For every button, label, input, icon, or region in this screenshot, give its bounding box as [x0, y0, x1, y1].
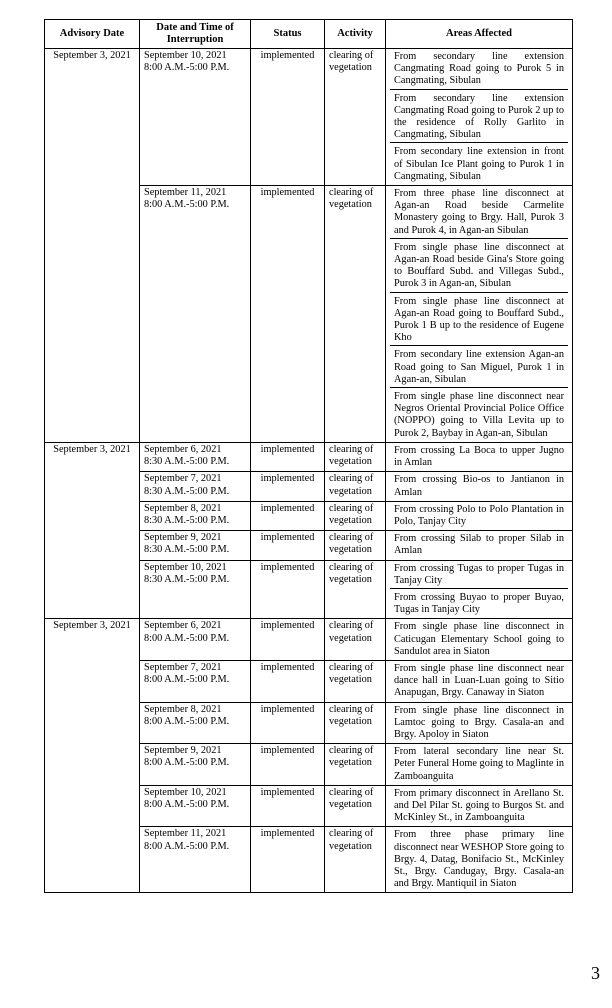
advisory-date-cell: September 3, 2021 — [45, 442, 140, 618]
status-cell: implemented — [251, 785, 325, 827]
areas-affected-cell — [386, 619, 573, 661]
table-row — [45, 49, 573, 186]
activity-cell: clearing of vegetation — [325, 785, 386, 827]
areas-affected-cell — [386, 660, 573, 702]
interruption-time: 8:30 A.M.-5:00 P.M. — [144, 485, 230, 497]
date-time-cell — [140, 472, 251, 501]
date-time-cell — [140, 660, 251, 702]
status-cell: implemented — [251, 744, 325, 786]
header-activity: Activity — [325, 20, 386, 49]
area-item: From secondary line extension Cangmating Road going to Purok 2 up to the residence of Rolly Garlito in Cangmating, Sibulan — [390, 89, 568, 143]
activity-cell: clearing of vegetation — [325, 531, 386, 560]
advisory-date-cell: September 3, 2021 — [45, 619, 140, 893]
areas-affected-cell — [386, 702, 573, 744]
area-item: From single phase line disconnect in Lamtoc going to Brgy. Casala-an and Brgy. Apoloy in Siaton — [394, 704, 564, 740]
interruption-date: September 6, 2021 — [144, 620, 222, 632]
activity-cell: clearing of vegetation — [325, 49, 386, 186]
date-time-cell — [140, 827, 251, 893]
area-item: From primary disconnect in Arellano St. and Del Pilar St. going to Burgos St. and McKinley St., in Zamboanguita — [394, 787, 564, 824]
header-advisory-date: Advisory Date — [45, 20, 140, 49]
date-time-cell — [140, 501, 251, 530]
area-item: From secondary line extension Cangmating Road going to Purok 5 in Cangmating, Sibulan — [394, 51, 564, 87]
activity-cell: clearing of vegetation — [325, 501, 386, 530]
date-time-cell — [140, 744, 251, 786]
interruption-date: September 10, 2021 — [144, 561, 227, 573]
interruption-date: September 6, 2021 — [144, 443, 222, 455]
areas-affected-cell — [386, 442, 573, 471]
activity-cell: clearing of vegetation — [325, 186, 386, 443]
interruption-time: 8:00 A.M.-5:00 P.M. — [144, 62, 230, 74]
status-cell: implemented — [251, 531, 325, 560]
date-time-cell — [140, 442, 251, 471]
area-item: From crossing Polo to Polo Plantation in Polo, Tanjay City — [394, 503, 564, 527]
interruption-time: 8:00 A.M.-5:00 P.M. — [144, 715, 230, 727]
date-time-cell — [140, 560, 251, 619]
interruption-date: September 9, 2021 — [144, 532, 222, 544]
interruption-date: September 7, 2021 — [144, 661, 222, 673]
date-time-cell — [140, 531, 251, 560]
interruption-time: 8:00 A.M.-5:00 P.M. — [144, 757, 230, 769]
area-item: From single phase line disconnect near Negros Oriental Provincial Police Office (NOPPO) going to Villa Levita up to Purok 2, Baybay in Agan-an, Sibulan — [390, 387, 568, 441]
activity-cell: clearing of vegetation — [325, 472, 386, 501]
interruption-date: September 7, 2021 — [144, 473, 222, 485]
activity-cell: clearing of vegetation — [325, 660, 386, 702]
area-item: From secondary line extension in front of Sibulan Ice Plant going to Purok 1 in Cangmating, Sibulan — [390, 142, 568, 184]
interruption-time: 8:30 A.M.-5:00 P.M. — [144, 456, 230, 468]
areas-affected-cell — [386, 560, 573, 619]
interruption-time: 8:00 A.M.-5:00 P.M. — [144, 674, 230, 686]
date-time-cell — [140, 186, 251, 443]
area-item: From crossing La Boca to upper Jugno in Amlan — [394, 444, 564, 469]
activity-cell: clearing of vegetation — [325, 619, 386, 661]
areas-affected-cell — [386, 531, 573, 560]
page-number: 3 — [591, 963, 600, 983]
header-date-time: Date and Time of Interruption — [140, 20, 251, 49]
interruption-time: 8:00 A.M.-5:00 P.M. — [144, 840, 230, 852]
date-time-cell — [140, 785, 251, 827]
date-time-cell — [140, 619, 251, 661]
area-item: From crossing Tugas to proper Tugas in Tanjay City — [394, 562, 564, 586]
status-cell: implemented — [251, 472, 325, 501]
area-item: From single phase line disconnect at Agan-an Road beside Gina's Store going to Bouffard Subd. and Villegas Subd., Purok 3 in Agan-an, Sibulan — [390, 238, 568, 292]
interruption-time: 8:00 A.M.-5:00 P.M. — [144, 632, 230, 644]
areas-affected-cell — [386, 472, 573, 501]
activity-cell: clearing of vegetation — [325, 827, 386, 893]
advisory-table — [44, 19, 573, 893]
interruption-date: September 8, 2021 — [144, 703, 222, 715]
header-areas-affected: Areas Affected — [386, 20, 573, 49]
status-cell: implemented — [251, 560, 325, 619]
advisory-date-cell: September 3, 2021 — [45, 49, 140, 443]
areas-affected-cell — [386, 785, 573, 827]
date-time-cell — [140, 702, 251, 744]
status-cell: implemented — [251, 702, 325, 744]
area-item: From single phase line disconnect in Caticugan Elementary School going to Sandulot area in Siaton — [394, 621, 564, 657]
areas-affected-cell — [386, 49, 573, 186]
table-row — [45, 442, 573, 471]
interruption-date: September 10, 2021 — [144, 50, 227, 61]
areas-affected-cell — [386, 501, 573, 530]
interruption-time: 8:00 A.M.-5:00 P.M. — [144, 798, 230, 810]
interruption-date: September 8, 2021 — [144, 502, 222, 514]
area-item: From single phase line disconnect at Agan-an Road going to Bouffard Subd., Purok 1 B up to the residence of Eugene Kho — [390, 292, 568, 346]
area-item: From crossing Silab to proper Silab in Amlan — [394, 533, 564, 557]
area-item: From lateral secondary line near St. Peter Funeral Home going to Maglinte in Zamboanguita — [394, 746, 564, 782]
area-item: From three phase line disconnect at Agan-an Road beside Carmelite Monastery going to Brgy. Hall, Purok 3 and Purok 4, in Agan-an Sibulan — [394, 188, 564, 236]
interruption-time: 8:30 A.M.-5:00 P.M. — [144, 573, 230, 585]
areas-affected-cell — [386, 827, 573, 893]
status-cell: implemented — [251, 619, 325, 661]
status-cell: implemented — [251, 49, 325, 186]
interruption-date: September 10, 2021 — [144, 786, 227, 798]
status-cell: implemented — [251, 442, 325, 471]
activity-cell: clearing of vegetation — [325, 442, 386, 471]
area-item: From single phase line disconnect near dance hall in Luan-Luan going to Sitio Anapugan, Brgy. Canaway in Siaton — [394, 662, 564, 699]
activity-cell: clearing of vegetation — [325, 702, 386, 744]
activity-cell: clearing of vegetation — [325, 560, 386, 619]
interruption-time: 8:30 A.M.-5:00 P.M. — [144, 544, 230, 556]
interruption-date: September 11, 2021 — [144, 828, 227, 840]
interruption-time: 8:00 A.M.-5:00 P.M. — [144, 199, 230, 211]
status-cell: implemented — [251, 186, 325, 443]
interruption-date: September 9, 2021 — [144, 745, 222, 757]
status-cell: implemented — [251, 660, 325, 702]
table-row — [45, 619, 573, 661]
area-item: From crossing Buyao to proper Buyao, Tugas in Tanjay City — [390, 588, 568, 617]
status-cell: implemented — [251, 501, 325, 530]
header-row — [45, 20, 573, 49]
activity-cell: clearing of vegetation — [325, 744, 386, 786]
status-cell: implemented — [251, 827, 325, 893]
date-time-cell — [140, 49, 251, 186]
header-status: Status — [251, 20, 325, 49]
interruption-time: 8:30 A.M.-5:00 P.M. — [144, 514, 230, 526]
areas-affected-cell — [386, 186, 573, 443]
interruption-date: September 11, 2021 — [144, 187, 227, 199]
area-item: From three phase primary line disconnect near WESHOP Store going to Brgy. 4, Datag, Bonifacio St., McKinley St., Brgy. Candugay, Brgy. Casala-an and Brgy. Mantiquil in Siaton — [394, 829, 564, 890]
areas-affected-cell — [386, 744, 573, 786]
table-body — [45, 49, 573, 893]
area-item: From secondary line extension Agan-an Road going to San Miguel, Purok 1 in Agan-an, Sibulan — [390, 345, 568, 387]
area-item: From crossing Bio-os to Jantianon in Amlan — [394, 474, 564, 498]
